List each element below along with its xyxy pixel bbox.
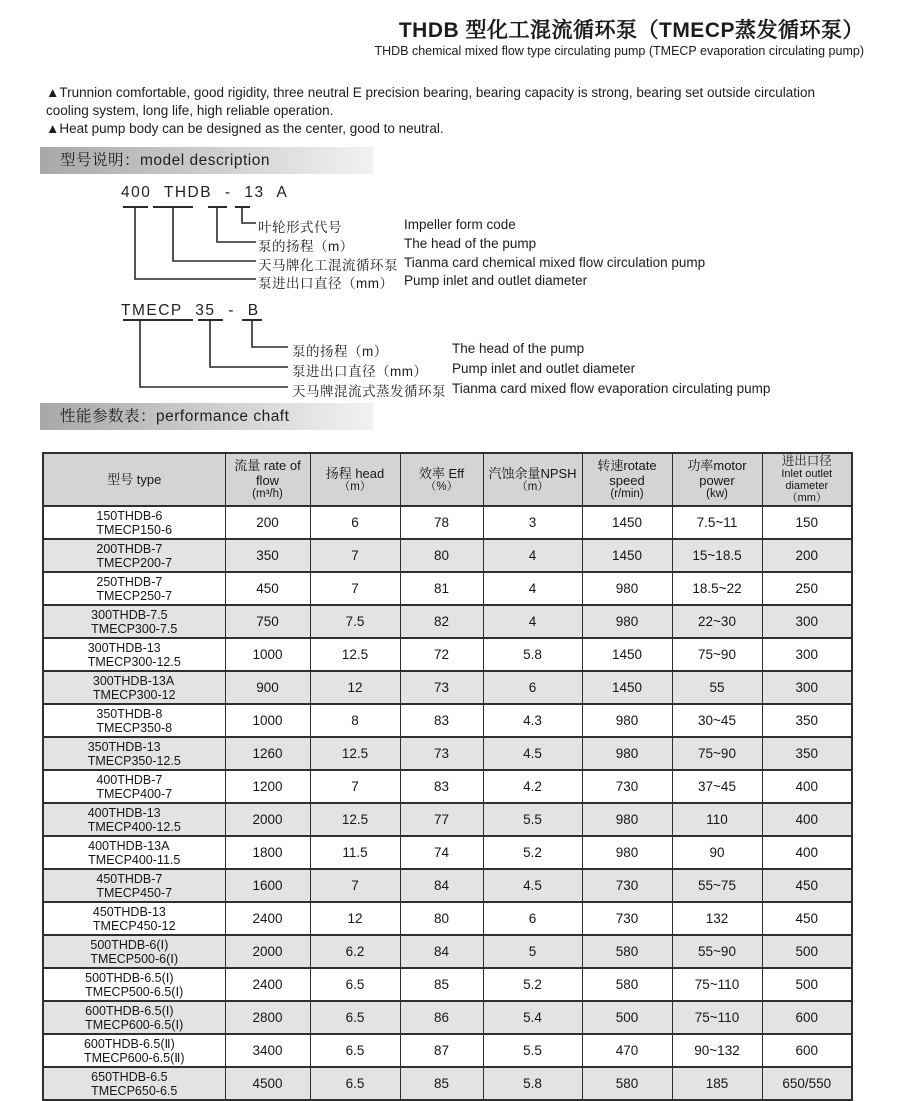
pump-type-cell: 350THDB-8 TMECP350-8 xyxy=(43,704,225,737)
eff-cell: 84 xyxy=(400,869,483,902)
npsh-cell: 4 xyxy=(483,539,582,572)
eff-cell: 83 xyxy=(400,770,483,803)
pump-type-cell: 450THDB-7 TMECP450-7 xyxy=(43,869,225,902)
table-row xyxy=(43,737,852,770)
speed-cell: 730 xyxy=(582,869,672,902)
table-row xyxy=(43,638,852,671)
table-row xyxy=(43,539,852,572)
head-cell: 6 xyxy=(310,506,400,539)
label-zh: 泵的扬程（m） xyxy=(292,344,388,359)
npsh-cell: 5.8 xyxy=(483,638,582,671)
npsh-cell: 5.5 xyxy=(483,803,582,836)
npsh-cell: 5.5 xyxy=(483,1034,582,1067)
speed-cell: 580 xyxy=(582,935,672,968)
pump-type-cell: 600THDB-6.5(Ⅰ) TMECP600-6.5(Ⅰ) xyxy=(43,1001,225,1034)
section-header-model-description: 型号说明：model description xyxy=(40,147,373,174)
power-cell: 185 xyxy=(672,1067,762,1100)
eff-cell: 84 xyxy=(400,935,483,968)
diagram-label-row xyxy=(258,254,858,273)
label-en: Tianma card mixed flow evaporation circulating pump xyxy=(452,381,771,396)
speed-cell: 730 xyxy=(582,770,672,803)
eff-cell: 80 xyxy=(400,902,483,935)
label-en: Impeller form code xyxy=(404,217,516,232)
npsh-cell: 4 xyxy=(483,605,582,638)
speed-cell: 980 xyxy=(582,605,672,638)
table-row xyxy=(43,869,852,902)
label-en: The head of the pump xyxy=(452,341,585,356)
flow-cell: 2400 xyxy=(225,902,310,935)
head-cell: 7 xyxy=(310,539,400,572)
table-header-row xyxy=(43,453,852,506)
speed-cell: 1450 xyxy=(582,638,672,671)
head-cell: 7 xyxy=(310,572,400,605)
eff-cell: 85 xyxy=(400,1067,483,1100)
feature-item: ▲Heat pump body can be designed as the center, good to neutral. xyxy=(46,121,444,136)
speed-cell: 1450 xyxy=(582,539,672,572)
flow-cell: 450 xyxy=(225,572,310,605)
diameter-cell: 600 xyxy=(762,1001,852,1034)
diameter-cell: 400 xyxy=(762,770,852,803)
npsh-cell: 6 xyxy=(483,902,582,935)
label-zh: 叶轮形式代号 xyxy=(258,220,342,235)
head-cell: 12.5 xyxy=(310,737,400,770)
table-row xyxy=(43,770,852,803)
flow-cell: 1600 xyxy=(225,869,310,902)
table-row xyxy=(43,506,852,539)
speed-cell: 980 xyxy=(582,803,672,836)
table-row xyxy=(43,704,852,737)
power-cell: 55~75 xyxy=(672,869,762,902)
diameter-cell: 450 xyxy=(762,902,852,935)
power-cell: 55~90 xyxy=(672,935,762,968)
eff-cell: 74 xyxy=(400,836,483,869)
eff-cell: 72 xyxy=(400,638,483,671)
feature-item: ▲Trunnion comfortable, good rigidity, three neutral E precision bearing, bearing capacity is strong, bearing set outside circulation cooling system, long life, high reliable operation. xyxy=(46,85,816,118)
power-cell: 55 xyxy=(672,671,762,704)
head-cell: 6.5 xyxy=(310,1034,400,1067)
flow-cell: 2000 xyxy=(225,935,310,968)
flow-cell: 2000 xyxy=(225,803,310,836)
power-cell: 37~45 xyxy=(672,770,762,803)
diameter-cell: 300 xyxy=(762,638,852,671)
eff-cell: 85 xyxy=(400,968,483,1001)
eff-cell: 78 xyxy=(400,506,483,539)
head-cell: 6.2 xyxy=(310,935,400,968)
npsh-cell: 4.3 xyxy=(483,704,582,737)
diagram-label-row xyxy=(292,340,892,359)
power-cell: 30~45 xyxy=(672,704,762,737)
head-cell: 7 xyxy=(310,770,400,803)
npsh-cell: 4.5 xyxy=(483,869,582,902)
power-cell: 90 xyxy=(672,836,762,869)
head-cell: 6.5 xyxy=(310,1067,400,1100)
table-row xyxy=(43,803,852,836)
pump-type-cell: 600THDB-6.5(Ⅱ) TMECP600-6.5(Ⅱ) xyxy=(43,1034,225,1067)
label-en: Tianma card chemical mixed flow circulation pump xyxy=(404,255,706,270)
label-zh: 泵进出口直径（mm） xyxy=(258,276,394,291)
flow-cell: 1000 xyxy=(225,638,310,671)
speed-cell: 500 xyxy=(582,1001,672,1034)
npsh-cell: 5.2 xyxy=(483,836,582,869)
table-row xyxy=(43,1034,852,1067)
table-row xyxy=(43,605,852,638)
speed-cell: 470 xyxy=(582,1034,672,1067)
label-zh: 泵的扬程（m） xyxy=(258,239,354,254)
npsh-cell: 4.2 xyxy=(483,770,582,803)
flow-cell: 200 xyxy=(225,506,310,539)
power-cell: 7.5~11 xyxy=(672,506,762,539)
head-cell: 12.5 xyxy=(310,803,400,836)
speed-cell: 580 xyxy=(582,1067,672,1100)
head-cell: 11.5 xyxy=(310,836,400,869)
pump-type-cell: 300THDB-13A TMECP300-12 xyxy=(43,671,225,704)
diameter-cell: 200 xyxy=(762,539,852,572)
pump-type-cell: 150THDB-6 TMECP150-6 xyxy=(43,506,225,539)
pump-type-cell: 400THDB-13A TMECP400-11.5 xyxy=(43,836,225,869)
pump-type-cell: 450THDB-13 TMECP450-12 xyxy=(43,902,225,935)
page-subtitle: THDB chemical mixed flow type circulating pump (TMECP evaporation circulating pump) xyxy=(374,44,864,58)
power-cell: 75~90 xyxy=(672,638,762,671)
col-header-flow: 流量 rate of flow (m³/h) xyxy=(225,453,310,506)
label-en: Pump inlet and outlet diameter xyxy=(404,273,588,288)
diameter-cell: 650/550 xyxy=(762,1067,852,1100)
model-code-diagram-tmecp xyxy=(0,296,900,406)
diagram-label-row xyxy=(258,216,858,235)
flow-cell: 1800 xyxy=(225,836,310,869)
eff-cell: 73 xyxy=(400,737,483,770)
flow-cell: 4500 xyxy=(225,1067,310,1100)
diameter-cell: 150 xyxy=(762,506,852,539)
diameter-cell: 450 xyxy=(762,869,852,902)
diagram-label-row xyxy=(292,360,892,379)
table-row xyxy=(43,1001,852,1034)
eff-cell: 82 xyxy=(400,605,483,638)
label-zh: 天马牌混流式蒸发循环泵 xyxy=(292,384,446,399)
label-en: The head of the pump xyxy=(404,236,537,251)
table-row xyxy=(43,968,852,1001)
label-zh: 泵进出口直径（mm） xyxy=(292,364,428,379)
table-row xyxy=(43,1067,852,1100)
flow-cell: 2400 xyxy=(225,968,310,1001)
perf-table-body xyxy=(43,506,852,1100)
eff-cell: 73 xyxy=(400,671,483,704)
col-header-power: 功率motor power (kw) xyxy=(672,453,762,506)
diameter-cell: 300 xyxy=(762,671,852,704)
head-cell: 12.5 xyxy=(310,638,400,671)
power-cell: 132 xyxy=(672,902,762,935)
head-cell: 8 xyxy=(310,704,400,737)
pump-type-cell: 300THDB-7.5 TMECP300-7.5 xyxy=(43,605,225,638)
power-cell: 75~110 xyxy=(672,1001,762,1034)
power-cell: 18.5~22 xyxy=(672,572,762,605)
table-row xyxy=(43,935,852,968)
pump-type-cell: 250THDB-7 TMECP250-7 xyxy=(43,572,225,605)
diameter-cell: 400 xyxy=(762,836,852,869)
npsh-cell: 5.4 xyxy=(483,1001,582,1034)
model-code-text: 400 THDB - 13 A xyxy=(121,184,289,201)
col-header-npsh: 汽蚀余量NPSH （m） xyxy=(483,453,582,506)
diameter-cell: 250 xyxy=(762,572,852,605)
pump-type-cell: 300THDB-13 TMECP300-12.5 xyxy=(43,638,225,671)
label-en: Pump inlet and outlet diameter xyxy=(452,361,636,376)
speed-cell: 730 xyxy=(582,902,672,935)
col-header-eff: 效率 Eff （%） xyxy=(400,453,483,506)
speed-cell: 580 xyxy=(582,968,672,1001)
col-header-speed: 转速rotate speed (r/min) xyxy=(582,453,672,506)
eff-cell: 81 xyxy=(400,572,483,605)
flow-cell: 1200 xyxy=(225,770,310,803)
pump-type-cell: 650THDB-6.5 TMECP650-6.5 xyxy=(43,1067,225,1100)
speed-cell: 1450 xyxy=(582,506,672,539)
diagram-label-row xyxy=(292,380,892,399)
pump-type-cell: 350THDB-13 TMECP350-12.5 xyxy=(43,737,225,770)
model-code-diagram-thdb xyxy=(0,180,900,300)
power-cell: 90~132 xyxy=(672,1034,762,1067)
pump-type-cell: 500THDB-6(Ⅰ) TMECP500-6(Ⅰ) xyxy=(43,935,225,968)
head-cell: 7.5 xyxy=(310,605,400,638)
flow-cell: 750 xyxy=(225,605,310,638)
pump-type-cell: 500THDB-6.5(Ⅰ) TMECP500-6.5(Ⅰ) xyxy=(43,968,225,1001)
table-row xyxy=(43,671,852,704)
speed-cell: 980 xyxy=(582,572,672,605)
npsh-cell: 4 xyxy=(483,572,582,605)
eff-cell: 80 xyxy=(400,539,483,572)
table-row xyxy=(43,572,852,605)
power-cell: 15~18.5 xyxy=(672,539,762,572)
speed-cell: 980 xyxy=(582,836,672,869)
speed-cell: 1450 xyxy=(582,671,672,704)
flow-cell: 1260 xyxy=(225,737,310,770)
diameter-cell: 500 xyxy=(762,935,852,968)
diameter-cell: 500 xyxy=(762,968,852,1001)
page-title: THDB 型化工混流循环泵（TMECP蒸发循环泵） xyxy=(398,19,864,42)
pump-type-cell: 200THDB-7 TMECP200-7 xyxy=(43,539,225,572)
performance-table xyxy=(42,452,853,1101)
flow-cell: 2800 xyxy=(225,1001,310,1034)
head-cell: 7 xyxy=(310,869,400,902)
col-header-type: 型号 type xyxy=(43,453,225,506)
model-code-text: TMECP 35 - B xyxy=(121,302,260,319)
head-cell: 12 xyxy=(310,671,400,704)
speed-cell: 980 xyxy=(582,704,672,737)
eff-cell: 83 xyxy=(400,704,483,737)
power-cell: 110 xyxy=(672,803,762,836)
diagram-label-row xyxy=(258,235,858,254)
label-zh: 天马牌化工混流循环泵 xyxy=(258,258,398,273)
flow-cell: 350 xyxy=(225,539,310,572)
npsh-cell: 5.2 xyxy=(483,968,582,1001)
head-cell: 6.5 xyxy=(310,1001,400,1034)
head-cell: 12 xyxy=(310,902,400,935)
npsh-cell: 6 xyxy=(483,671,582,704)
head-cell: 6.5 xyxy=(310,968,400,1001)
table-row xyxy=(43,836,852,869)
diagram-label-row xyxy=(258,272,858,291)
diameter-cell: 600 xyxy=(762,1034,852,1067)
pump-type-cell: 400THDB-7 TMECP400-7 xyxy=(43,770,225,803)
pump-type-cell: 400THDB-13 TMECP400-12.5 xyxy=(43,803,225,836)
section-header-performance: 性能参数表：performance chaft xyxy=(40,403,373,430)
col-header-head: 扬程 head （m） xyxy=(310,453,400,506)
diameter-cell: 350 xyxy=(762,704,852,737)
flow-cell: 1000 xyxy=(225,704,310,737)
flow-cell: 900 xyxy=(225,671,310,704)
eff-cell: 77 xyxy=(400,803,483,836)
npsh-cell: 3 xyxy=(483,506,582,539)
speed-cell: 980 xyxy=(582,737,672,770)
diameter-cell: 350 xyxy=(762,737,852,770)
npsh-cell: 5.8 xyxy=(483,1067,582,1100)
flow-cell: 3400 xyxy=(225,1034,310,1067)
diameter-cell: 300 xyxy=(762,605,852,638)
eff-cell: 87 xyxy=(400,1034,483,1067)
power-cell: 22~30 xyxy=(672,605,762,638)
feature-list xyxy=(46,84,861,138)
power-cell: 75~110 xyxy=(672,968,762,1001)
npsh-cell: 5 xyxy=(483,935,582,968)
eff-cell: 86 xyxy=(400,1001,483,1034)
diameter-cell: 400 xyxy=(762,803,852,836)
power-cell: 75~90 xyxy=(672,737,762,770)
npsh-cell: 4.5 xyxy=(483,737,582,770)
table-row xyxy=(43,902,852,935)
col-header-diameter: 进出口径 Inlet outlet diameter （mm） xyxy=(762,453,852,506)
